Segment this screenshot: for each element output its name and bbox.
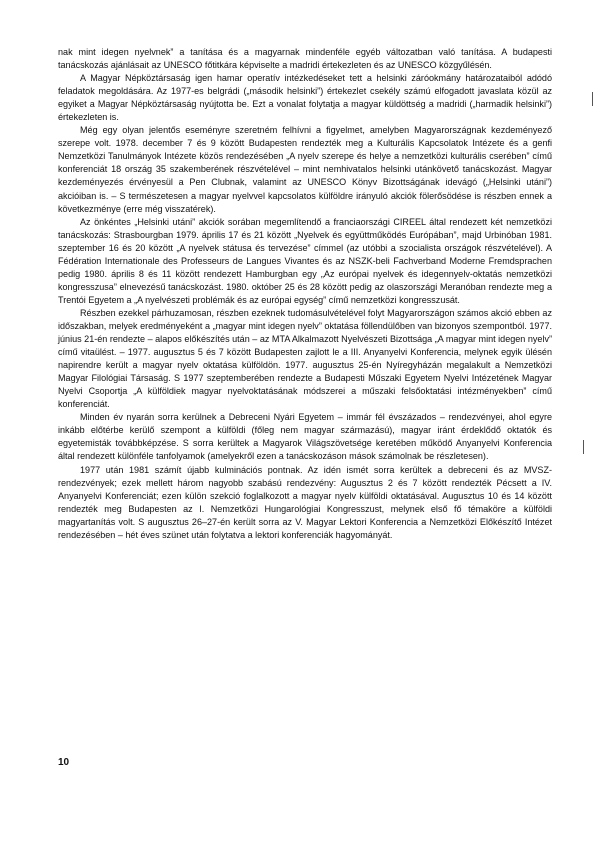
paragraph-summer-university: Minden év nyarán sorra kerülnek a Debreceni Nyári Egyetem – immár fél évszázados – rendezvényei, ahol egyre inkább előtérbe kerülő szempont a külföldi (főleg nem magyar származású), magyar iránt érdeklődő oktatók és egyetemisták továbbképzése. S sorra kerültek a Magyarok Világszövetsége keretében működő Anyanyelvi Konferencia által rendezett különféle tanfolyamok (amelyekről ezen a tanácskozáson mások számolnak be részletesen). bbox=[58, 412, 552, 462]
body-text bbox=[58, 46, 552, 542]
paragraph-cireel-events: Az önkéntes „Helsinki utáni” akciók sorában megemlítendő a franciaországi CIREEL által rendezett két nemzetközi tanácskozás: Strasbourgban 1979. április 17 és 21 között „Nyelvek és együttműködés Európában”, majd Urbinóban 1981. szeptember 16 és 20 között „A nyelvek státusa és tervezése” címmel (az utóbbi a szocialista országok részvételével). A Fédération Internationale des Professeurs de Langues Vivantes és az NSZK-beli Fachverband Moderne Fremdsprachen pedig 1980. április 8 és 11 között rendezett Hamburgban egy „Az európai nyelvek és idegennyelv-oktatás nemzetközi kongresszusa” elnevezésű tanácskozást. 1980. október 25 és 28 között pedig az olaszországi Meranóban rendezte meg a Trentói Egyetem a „A nyelvészeti problémák és az európai egység” című nemzetközi kongresszusát. bbox=[58, 216, 552, 305]
paragraph-continuation: nak mint idegen nyelvnek” a tanítása és a magyarnak mindenféle egyéb változatban való tanítása. A budapesti tanácskozás ajánlásait az UNESCO főtitkára képviselte a madridi értekezleten és az UNESCO közgyűlésén. bbox=[58, 47, 552, 71]
paragraph-1981-events: 1977 után 1981 számít újabb kulminációs pontnak. Az idén ismét sorra kerültek a debreceni és az MVSZ-rendezvények; ezek mellett három nagyobb szabású rendezvény: Augusztus 2 és 7 között rendezték Pécsett a IV. Anyanyelvi Konferenciát; ezen külön szekció foglalkozott a magyar nyelv külföldi oktatásával. Augusztus 10 és 14 között rendezték meg Budapesten az I. Nemzetközi Hungarológiai Kongresszust, melynek első fő témaköre a külföldi magyartanítás volt. S augusztus 26–27-én került sorra az V. Magyar Lektori Konferencia a Nemzetközi Előkészítő Intézet rendezésében – hét éves szünet után folytatva a lektori konferenciák hagyományát. bbox=[58, 464, 552, 540]
paragraph-budapest-conference: Még egy olyan jelentős eseményre szeretném felhívni a figyelmet, amelyben Magyarországnak kezdeményező szerepe volt. 1978. december 7 és 9 között Budapesten rendezték meg a Kulturális Kapcsolatok Intézete és a genfi Nemzetközi Tanulmányok Intézete közös rendezésében „A nyelv szerepe és helye a nemzetközi kulturális cserében” című konferenciát 18 ország 35 szakemberének részvételével – mint nemhivatalos helsinki utánkövető tanácskozást. Magyar kezdeményezés érvényesül a Pen Clubnak, valamint az UNESCO Könyv Bizottságának idevágó („Helsinki utáni”) akcióiban is. – S természetesen a magyar nyelvvel kapcsolatos külföldre irányuló akciók fölerősödése is részben ennek a következménye (erre még visszatérek). bbox=[58, 125, 552, 214]
page-number: 10 bbox=[58, 757, 70, 768]
margin-mark bbox=[583, 440, 584, 454]
margin-mark bbox=[592, 92, 593, 106]
paragraph-helsinki-measures: A Magyar Népköztársaság igen hamar operatív intézkedéseket tett a helsinki záróokmány határozataiból adódó feladatok megoldására. Az 1977-es belgrádi („második helsinki”) értekezlet csekély számú elfogadott javaslata közül az egyiket a Magyar Népköztársaság nyújtotta be. Ezt a vonalat folytatja a magyar küldöttség a madridi („harmadik helsinki”) értekezleten is. bbox=[58, 73, 552, 123]
paragraph-hungarian-actions: Részben ezekkel párhuzamosan, részben ezeknek tudomásulvételével folyt Magyarországon számos akció ebben az időszakban, melyek eredményeként a „magyar mint idegen nyelv” oktatása föllendülőben van bizonyos szempontból. 1977. június 21-én rendezte – alapos előkészítés után – az MTA Alkalmazott Nyelvészeti Bizottsága „A magyar mint idegen nyelv” című vitaülést. – 1977. augusztus 5 és 7 között Budapesten zajlott le a III. Anyanyelvi Konferencia, melynek egyik ülésén napirendre került a magyar nyelv oktatása külföldön. 1977. augusztus 25-én Nyíregyházán megalakult a Nemzetközi Magyar Filológiai Társaság. S 1977 szeptemberében rendezte a Budapesti Műszaki Egyetem Nyelvi Intézetének Magyar Nyelvi Csoportja „A külföldiek magyar nyelvoktatásának módszerei a műszaki felsőoktatási intézményekben” című konferenciát. bbox=[58, 307, 552, 410]
